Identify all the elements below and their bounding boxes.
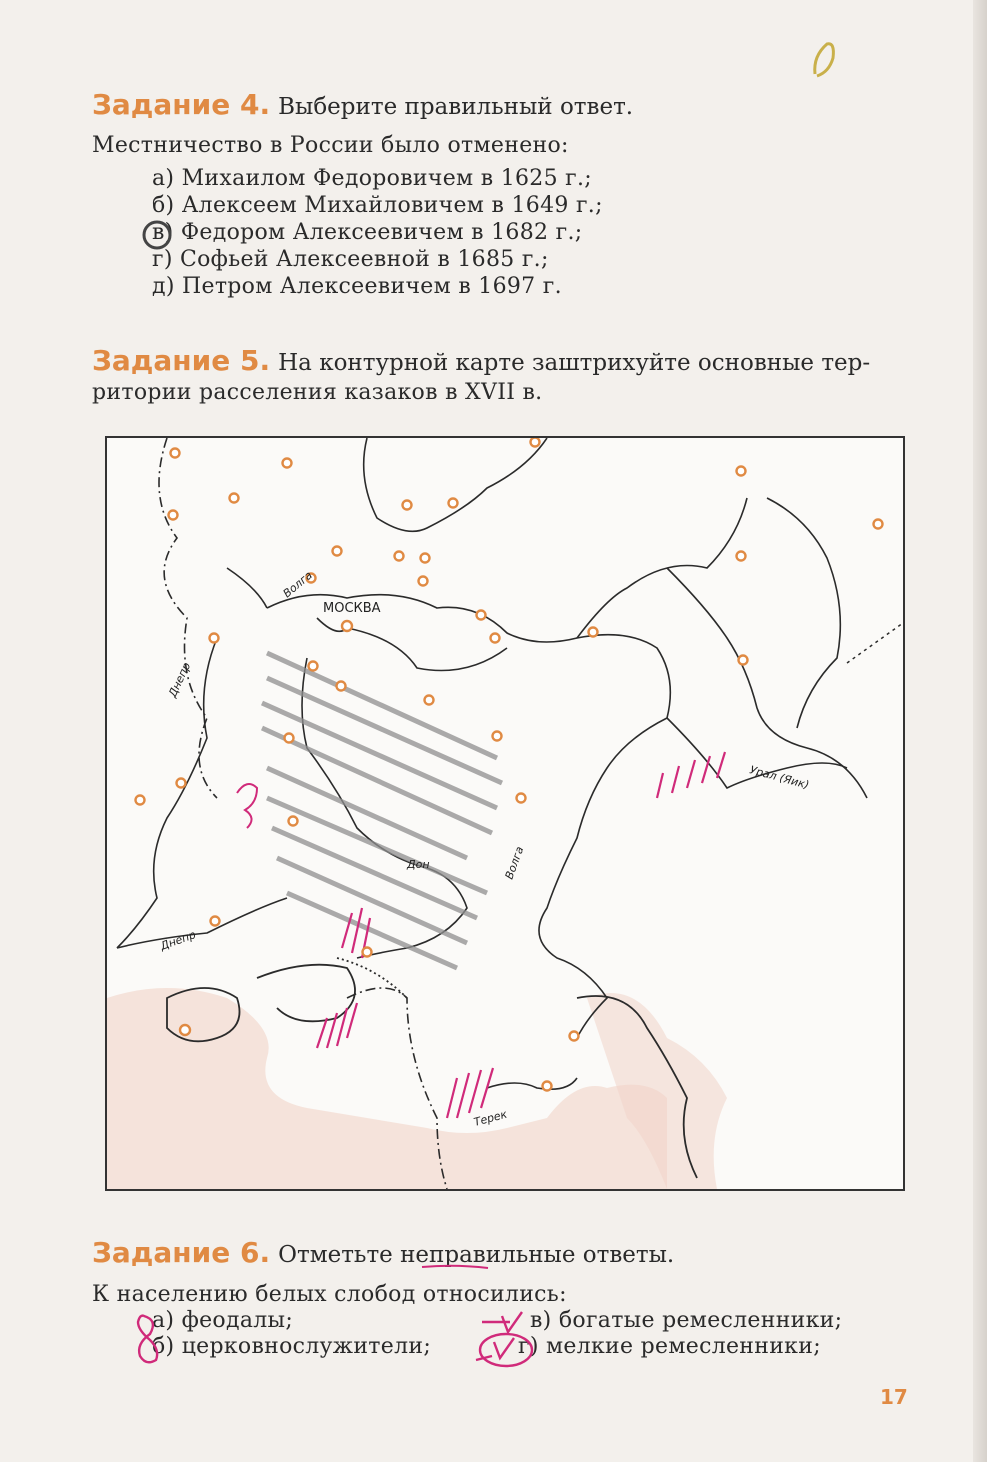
city-marker[interactable] <box>285 734 294 743</box>
oka-river <box>347 628 507 671</box>
dnepr-south-label: Днепр <box>158 928 198 953</box>
dotted-line <box>337 958 407 998</box>
city-marker[interactable] <box>177 779 186 788</box>
city-marker[interactable] <box>395 552 404 561</box>
dnepr-north-label: Днепр <box>165 660 194 700</box>
task6-label: Задание 6. <box>92 1236 271 1269</box>
don-label: Дон <box>407 858 430 871</box>
city-marker[interactable] <box>333 547 342 556</box>
city-marker[interactable] <box>403 501 412 510</box>
pencil-mark-icon <box>805 36 845 86</box>
city-marker[interactable] <box>589 628 598 637</box>
moscow-label: МОСКВА <box>323 601 381 616</box>
task4-option-v[interactable]: в) Федором Алексеевичем в 1682 г.; <box>152 220 583 245</box>
black-sea-region <box>107 988 667 1189</box>
task4-instruction: Выберите правильный ответ. <box>278 94 634 120</box>
kama-river <box>577 498 747 638</box>
city-marker[interactable] <box>136 796 145 805</box>
border-east <box>847 623 903 663</box>
city-marker[interactable] <box>543 1082 552 1091</box>
task4-question: Местничество в России было отменено: <box>92 133 569 158</box>
city-marker[interactable] <box>210 634 219 643</box>
cities <box>136 438 883 1091</box>
city-marker[interactable] <box>169 511 178 520</box>
task6-question: К населению белых слобод относились: <box>92 1282 567 1307</box>
task4-heading <box>92 88 633 121</box>
task4-option-d[interactable]: д) Петром Алексеевичем в 1697 г. <box>152 274 562 299</box>
city-marker[interactable] <box>180 1025 190 1035</box>
city-marker[interactable] <box>517 794 526 803</box>
task4-option-g[interactable]: г) Софьей Алексеевной в 1685 г.; <box>152 247 549 272</box>
dnepr-lower <box>117 898 287 948</box>
city-marker[interactable] <box>230 494 239 503</box>
task6-option-g[interactable]: г) мелкие ремесленники; <box>518 1334 821 1359</box>
city-marker[interactable] <box>211 917 220 926</box>
city-marker[interactable] <box>737 552 746 561</box>
task6-option-a[interactable]: а) феодалы; <box>152 1308 294 1333</box>
task5-heading <box>92 344 870 377</box>
task6-option-b[interactable]: б) церковнослужители; <box>152 1334 432 1359</box>
task5-line1: На контурной карте заштрихуйте основные тер- <box>278 350 871 376</box>
pink-underline-icon <box>420 1262 490 1272</box>
task5-label: Задание 5. <box>92 344 271 377</box>
city-marker[interactable] <box>739 656 748 665</box>
city-marker[interactable] <box>737 467 746 476</box>
city-marker[interactable] <box>531 438 540 447</box>
city-marker[interactable] <box>283 459 292 468</box>
city-marker[interactable] <box>491 634 500 643</box>
city-marker[interactable] <box>421 554 430 563</box>
city-marker[interactable] <box>309 662 318 671</box>
moscow-marker[interactable] <box>342 621 352 631</box>
task5-line2: ритории расселения казаков в XVII в. <box>92 380 543 405</box>
city-marker[interactable] <box>425 696 434 705</box>
gray-hatching <box>262 653 502 968</box>
pink-circle-check-icon <box>470 1330 540 1374</box>
city-marker[interactable] <box>570 1032 579 1041</box>
task6-heading <box>92 1236 674 1269</box>
volga-river <box>267 595 670 1038</box>
city-marker[interactable] <box>419 577 428 586</box>
answer-circle-icon <box>140 218 176 252</box>
task4-label: Задание 4. <box>92 88 271 121</box>
terek-river <box>487 1078 577 1089</box>
city-marker[interactable] <box>337 682 346 691</box>
city-marker[interactable] <box>363 948 372 957</box>
city-marker[interactable] <box>171 449 180 458</box>
city-marker[interactable] <box>289 817 298 826</box>
page-edge <box>973 0 987 1462</box>
page-number: 17 <box>880 1385 908 1409</box>
volga-south-label: Волга <box>502 844 527 882</box>
task6-instruction: Отметьте неправильные ответы. <box>278 1242 675 1268</box>
vyatka-river <box>667 568 867 798</box>
contour-map[interactable] <box>105 436 905 1191</box>
task4-option-b[interactable]: б) Алексеем Михайловичем в 1649 г.; <box>152 193 603 218</box>
city-marker[interactable] <box>874 520 883 529</box>
ural-label: Урал (Яик) <box>748 763 811 792</box>
task4-option-a[interactable]: а) Михаилом Федоровичем в 1625 г.; <box>152 166 593 191</box>
northeast-river <box>767 498 840 728</box>
pink-8-mark-icon <box>124 1310 164 1370</box>
city-marker[interactable] <box>493 732 502 741</box>
city-marker[interactable] <box>449 499 458 508</box>
pink-question-mark-icon <box>237 784 257 828</box>
azov-coast <box>257 965 355 1022</box>
map-svg[interactable] <box>107 438 903 1189</box>
north-river <box>364 438 547 531</box>
city-marker[interactable] <box>477 611 486 620</box>
task6-option-v[interactable]: в) богатые ремесленники; <box>530 1308 843 1333</box>
border-west <box>159 438 217 798</box>
volga-north-label: Волга <box>280 568 315 601</box>
terek-label: Терек <box>472 1107 509 1129</box>
dnepr-river <box>117 638 217 948</box>
